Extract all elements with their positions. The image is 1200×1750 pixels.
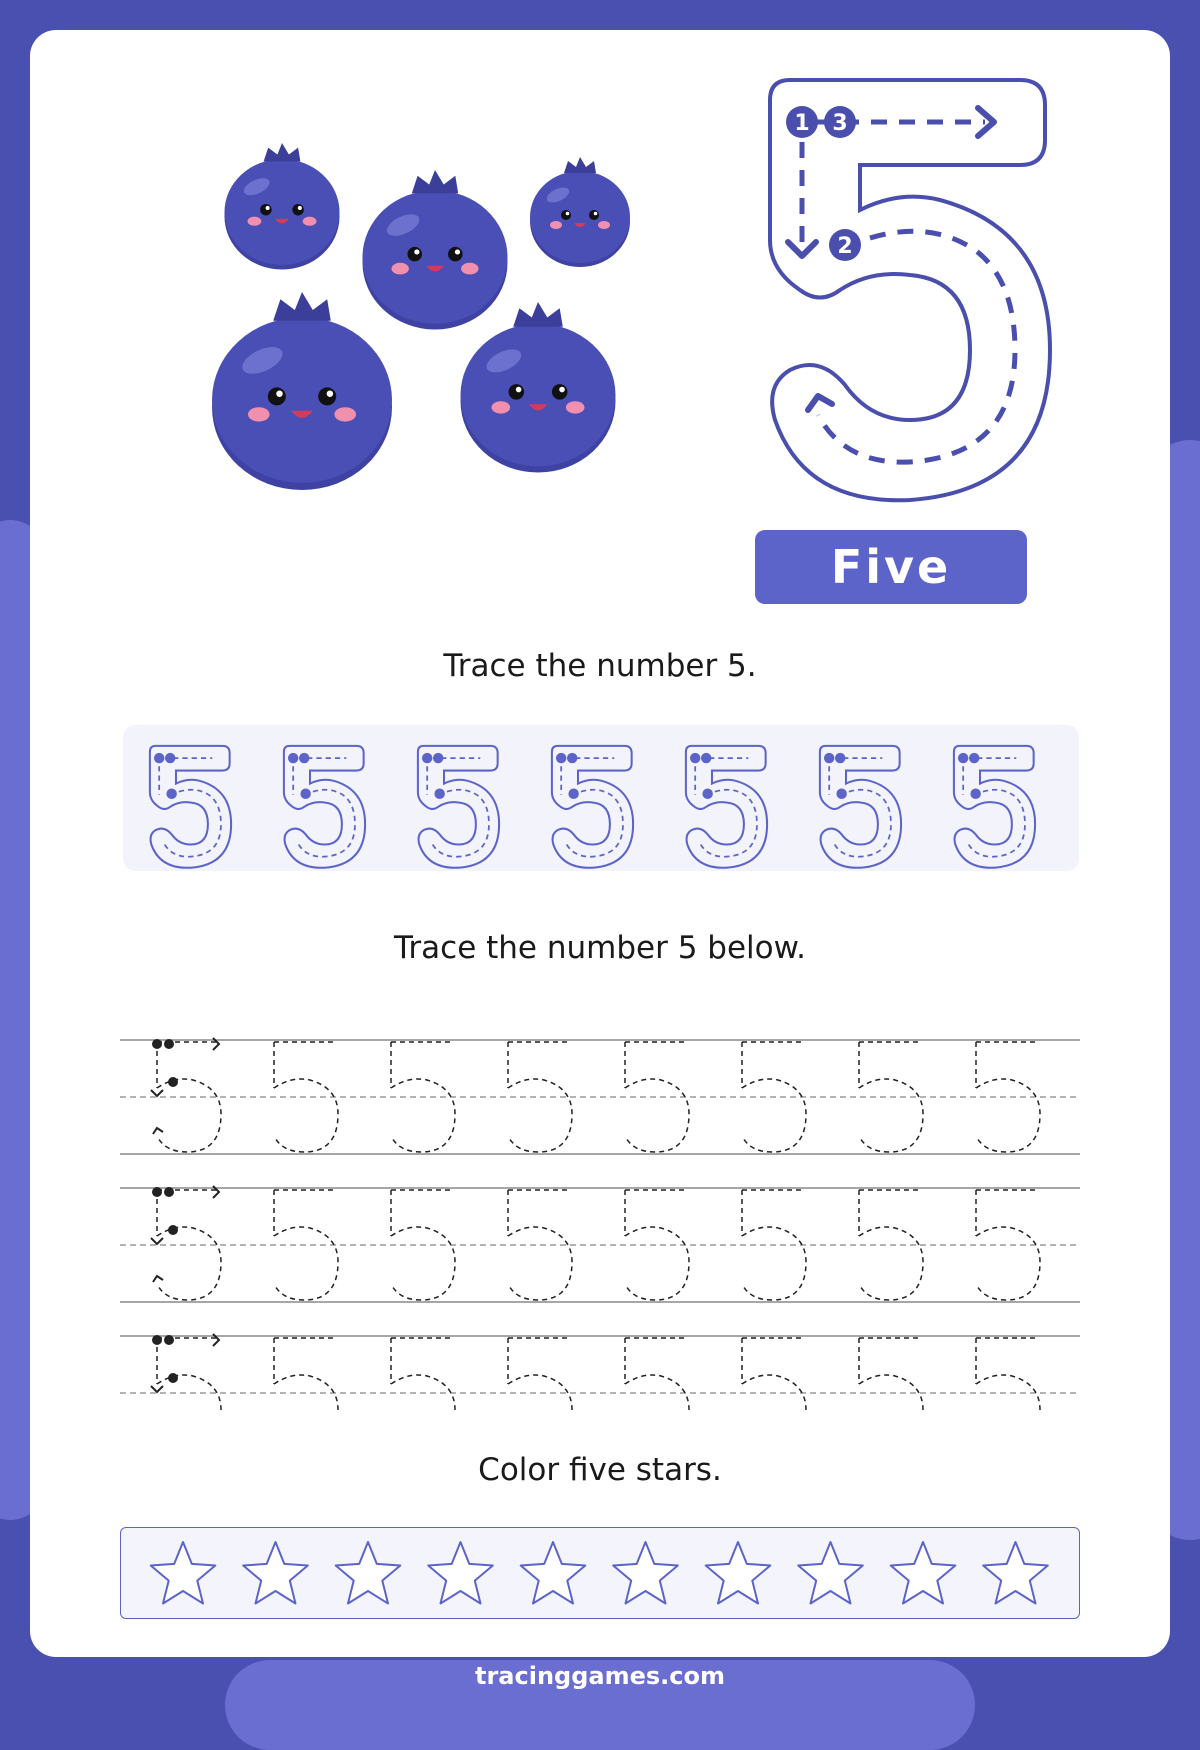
practice-glyph: [976, 1338, 1040, 1410]
practice-glyph: [274, 1338, 338, 1410]
stars-row: [121, 1528, 1078, 1617]
trace-glyph: [284, 746, 365, 868]
practice-lines: [120, 1000, 1080, 1410]
star-outline-icon[interactable]: [151, 1542, 216, 1604]
footer-site: tracinggames.com: [474, 1662, 725, 1690]
practice-glyph: [625, 1338, 689, 1410]
practice-glyph: [859, 1338, 923, 1410]
star-outline-icon[interactable]: [243, 1542, 308, 1604]
berry-2: [363, 170, 508, 330]
star-outline-icon[interactable]: [613, 1542, 678, 1604]
stroke-step-3: 3: [832, 111, 848, 136]
star-outline-icon[interactable]: [336, 1542, 401, 1604]
stars-heading: Color five stars.: [478, 1452, 722, 1488]
practice-glyph: [391, 1338, 455, 1410]
trace-glyph: [954, 746, 1035, 868]
trace-glyph: [686, 746, 767, 868]
star-outline-icon[interactable]: [983, 1542, 1048, 1604]
trace-heading: Trace the number 5.: [443, 648, 757, 684]
practice-glyph: [742, 1338, 806, 1410]
star-outline-icon[interactable]: [891, 1542, 956, 1604]
trace-glyphs: [123, 725, 1079, 871]
practice-glyph: [151, 1186, 221, 1300]
worksheet-page: [30, 30, 1170, 1657]
star-outline-icon[interactable]: [521, 1542, 586, 1604]
trace-glyph: [150, 746, 231, 868]
number-word-label: Five: [755, 530, 1027, 604]
trace-box: [123, 725, 1079, 871]
trace-glyph: [820, 746, 901, 868]
practice-heading: Trace the number 5 below.: [394, 930, 806, 966]
stroke-step-1: 1: [794, 111, 810, 136]
star-outline-icon[interactable]: [706, 1542, 771, 1604]
practice-glyph: [151, 1334, 221, 1410]
trace-glyph: [552, 746, 633, 868]
berry-3: [530, 157, 630, 267]
berry-1: [225, 143, 340, 270]
practice-glyph: [508, 1338, 572, 1410]
blueberries-illustration: [170, 110, 650, 510]
trace-glyph: [418, 746, 499, 868]
star-outline-icon[interactable]: [798, 1542, 863, 1604]
berry-5: [461, 302, 616, 473]
practice-glyph: [151, 1038, 221, 1152]
berry-4: [212, 292, 392, 490]
stroke-step-2: 2: [837, 234, 853, 259]
number-five-outline: [720, 70, 1100, 520]
stars-box: [120, 1527, 1080, 1619]
star-outline-icon[interactable]: [428, 1542, 493, 1604]
